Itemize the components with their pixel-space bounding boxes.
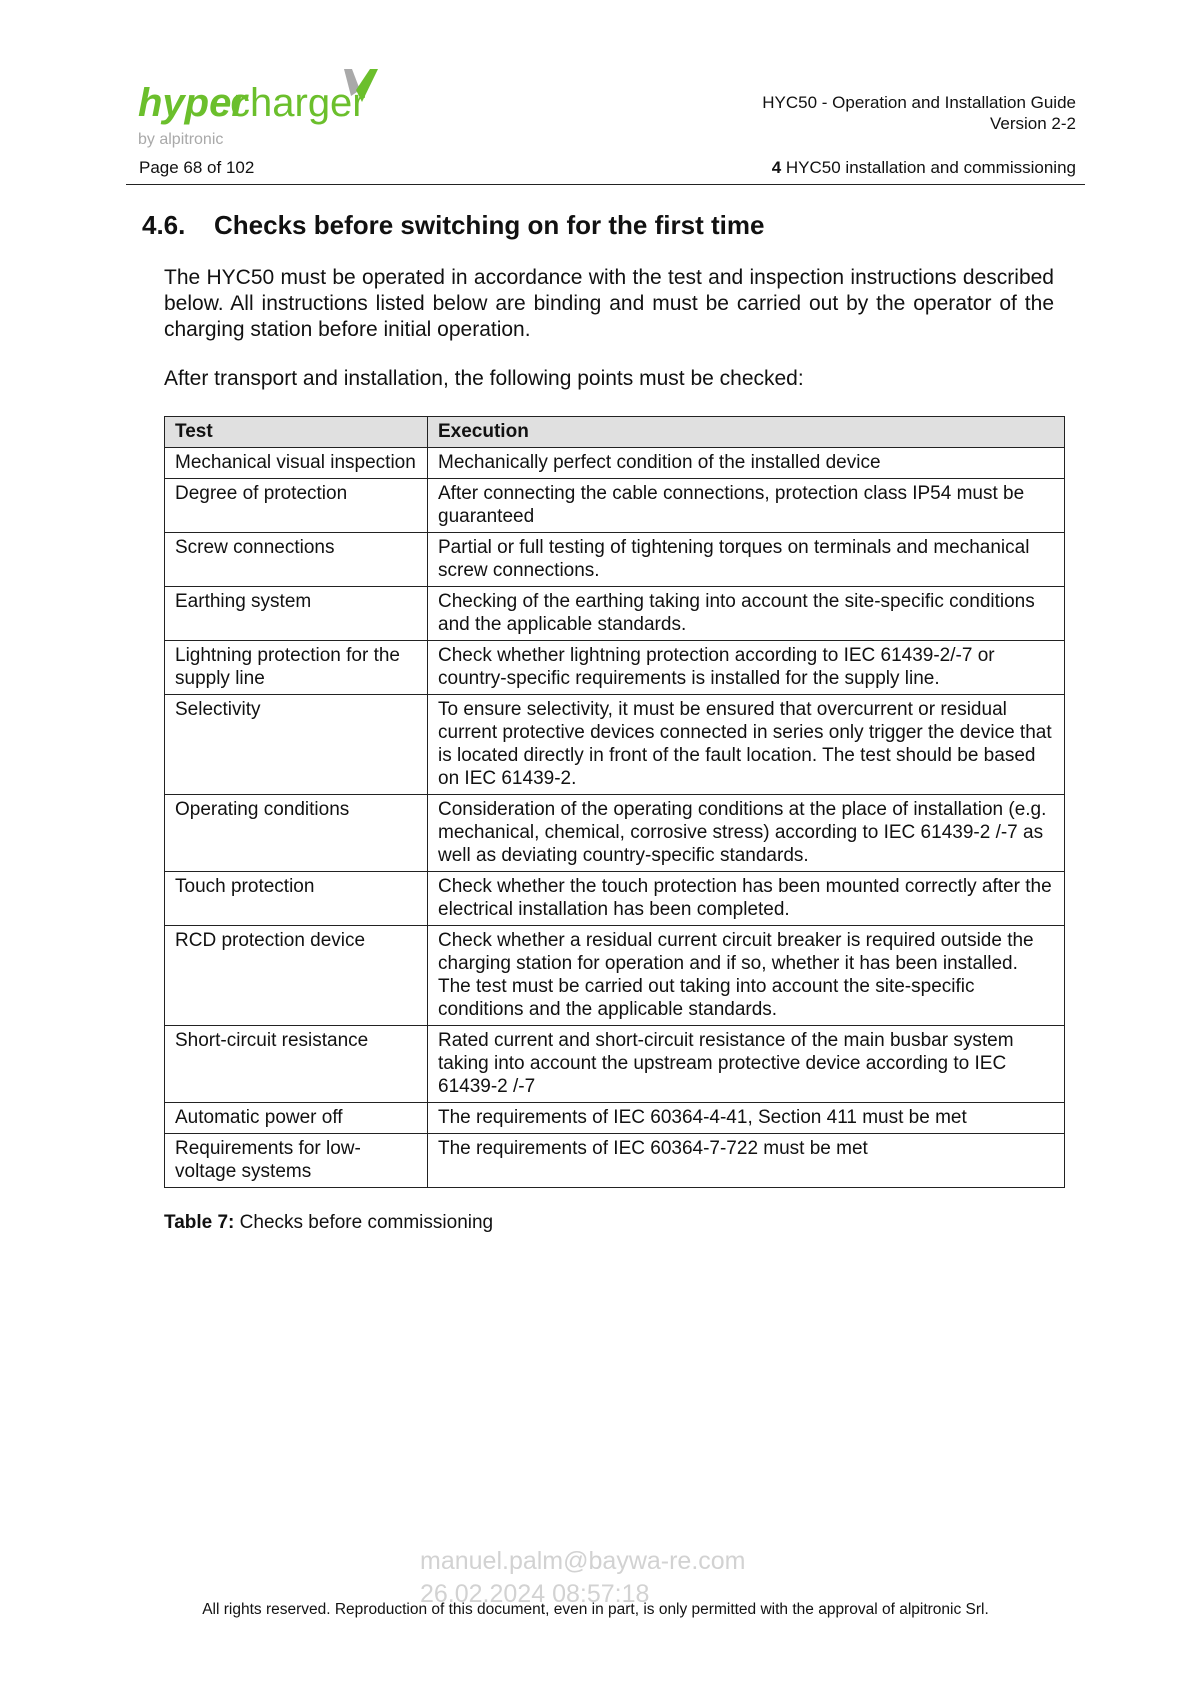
logo-wordmark-charger: charger xyxy=(230,81,366,125)
section-title: Checks before switching on for the first time xyxy=(214,210,765,240)
cell-execution: Mechanically perfect condition of the installed device xyxy=(428,448,1065,479)
cell-execution: Check whether the touch protection has been mounted correctly after the electrical installation has been completed. xyxy=(428,872,1065,926)
logo-byline: by alpitronic xyxy=(138,131,224,148)
cell-test: Degree of protection xyxy=(165,479,428,533)
cell-execution: Check whether a residual current circuit breaker is required outside the charging station for operation and if so, whether it has been installed. The test must be carried out taking into account the site-specific conditions and the applicable standards. xyxy=(428,926,1065,1026)
hypercharger-logo xyxy=(138,66,388,158)
intro-paragraph: The HYC50 must be operated in accordance with the test and inspection instructions described below. All instructions listed below are binding and must be carried out by the operator of the charging station before initial operation. xyxy=(164,266,1054,341)
table-row xyxy=(165,448,1065,479)
table-caption xyxy=(164,1212,493,1234)
section-heading xyxy=(142,210,764,241)
header-divider xyxy=(126,184,1085,185)
cell-test: Requirements for low-voltage systems xyxy=(165,1134,428,1188)
logo-graphic xyxy=(138,66,388,158)
cell-execution: Check whether lightning protection according to IEC 61439-2/-7 or country-specific requirements is installed for the supply line. xyxy=(428,641,1065,695)
table-row xyxy=(165,1026,1065,1103)
cell-execution: Partial or full testing of tightening torques on terminals and mechanical screw connections. xyxy=(428,533,1065,587)
cell-test: Short-circuit resistance xyxy=(165,1026,428,1103)
footer-copyright: All rights reserved. Reproduction of this document, even in part, is only permitted with the approval of alpitronic Srl. xyxy=(202,1601,989,1618)
document-title: HYC50 - Operation and Installation Guide xyxy=(762,93,1076,112)
cell-test: Automatic power off xyxy=(165,1103,428,1134)
cell-test: Screw connections xyxy=(165,533,428,587)
cell-execution: Consideration of the operating conditions at the place of installation (e.g. mechanical, chemical, corrosive stress) according to IEC 61439-2 /-7 as well as deviating country-specific standards. xyxy=(428,795,1065,872)
watermark-timestamp: 26.02.2024 08:57:18 xyxy=(420,1580,650,1608)
chapter-number: 4 xyxy=(771,158,782,177)
table-row xyxy=(165,533,1065,587)
caption-label: Table 7: xyxy=(164,1212,235,1233)
chapter-title: HYC50 installation and commissioning xyxy=(785,158,1076,177)
cell-execution: The requirements of IEC 60364-4-41, Section 411 must be met xyxy=(428,1103,1065,1134)
caption-text: Checks before commissioning xyxy=(239,1212,494,1233)
cell-execution: To ensure selectivity, it must be ensured that overcurrent or residual current protective devices connected in series only trigger the device that is located directly in front of the fault location. The test should be based on IEC 61439-2. xyxy=(428,695,1065,795)
cell-test: Touch protection xyxy=(165,872,428,926)
chapter-heading xyxy=(772,158,1076,178)
cell-execution: After connecting the cable connections, protection class IP54 must be guaranteed xyxy=(428,479,1065,533)
cell-test: Mechanical visual inspection xyxy=(165,448,428,479)
checks-table xyxy=(164,416,1065,1188)
table-row xyxy=(165,926,1065,1026)
table-row xyxy=(165,1134,1065,1188)
document-header-info xyxy=(762,92,1076,134)
table-row xyxy=(165,479,1065,533)
cell-test: Selectivity xyxy=(165,695,428,795)
header-execution: Execution xyxy=(428,417,1065,448)
watermark-email: manuel.palm@baywa-re.com xyxy=(420,1547,746,1575)
table-row xyxy=(165,795,1065,872)
table-row xyxy=(165,587,1065,641)
cell-test: RCD protection device xyxy=(165,926,428,1026)
section-number: 4.6. xyxy=(142,210,186,240)
cell-execution: Checking of the earthing taking into account the site-specific conditions and the applicable standards. xyxy=(428,587,1065,641)
header-test: Test xyxy=(165,417,428,448)
cell-test: Operating conditions xyxy=(165,795,428,872)
table-header-row xyxy=(165,417,1065,448)
document-version: Version 2-2 xyxy=(990,114,1076,133)
page-number: Page 68 of 102 xyxy=(139,158,255,177)
table-row xyxy=(165,695,1065,795)
logo-wordmark-hyper: hyper xyxy=(138,81,247,125)
cell-test: Lightning protection for the supply line xyxy=(165,641,428,695)
table-row xyxy=(165,1103,1065,1134)
table-row xyxy=(165,641,1065,695)
table-row xyxy=(165,872,1065,926)
cell-execution: Rated current and short-circuit resistance of the main busbar system taking into account the upstream protective device according to IEC 61439-2 /-7 xyxy=(428,1026,1065,1103)
cell-test: Earthing system xyxy=(165,587,428,641)
cell-execution: The requirements of IEC 60364-7-722 must be met xyxy=(428,1134,1065,1188)
lead-in-paragraph: After transport and installation, the following points must be checked: xyxy=(164,367,804,390)
